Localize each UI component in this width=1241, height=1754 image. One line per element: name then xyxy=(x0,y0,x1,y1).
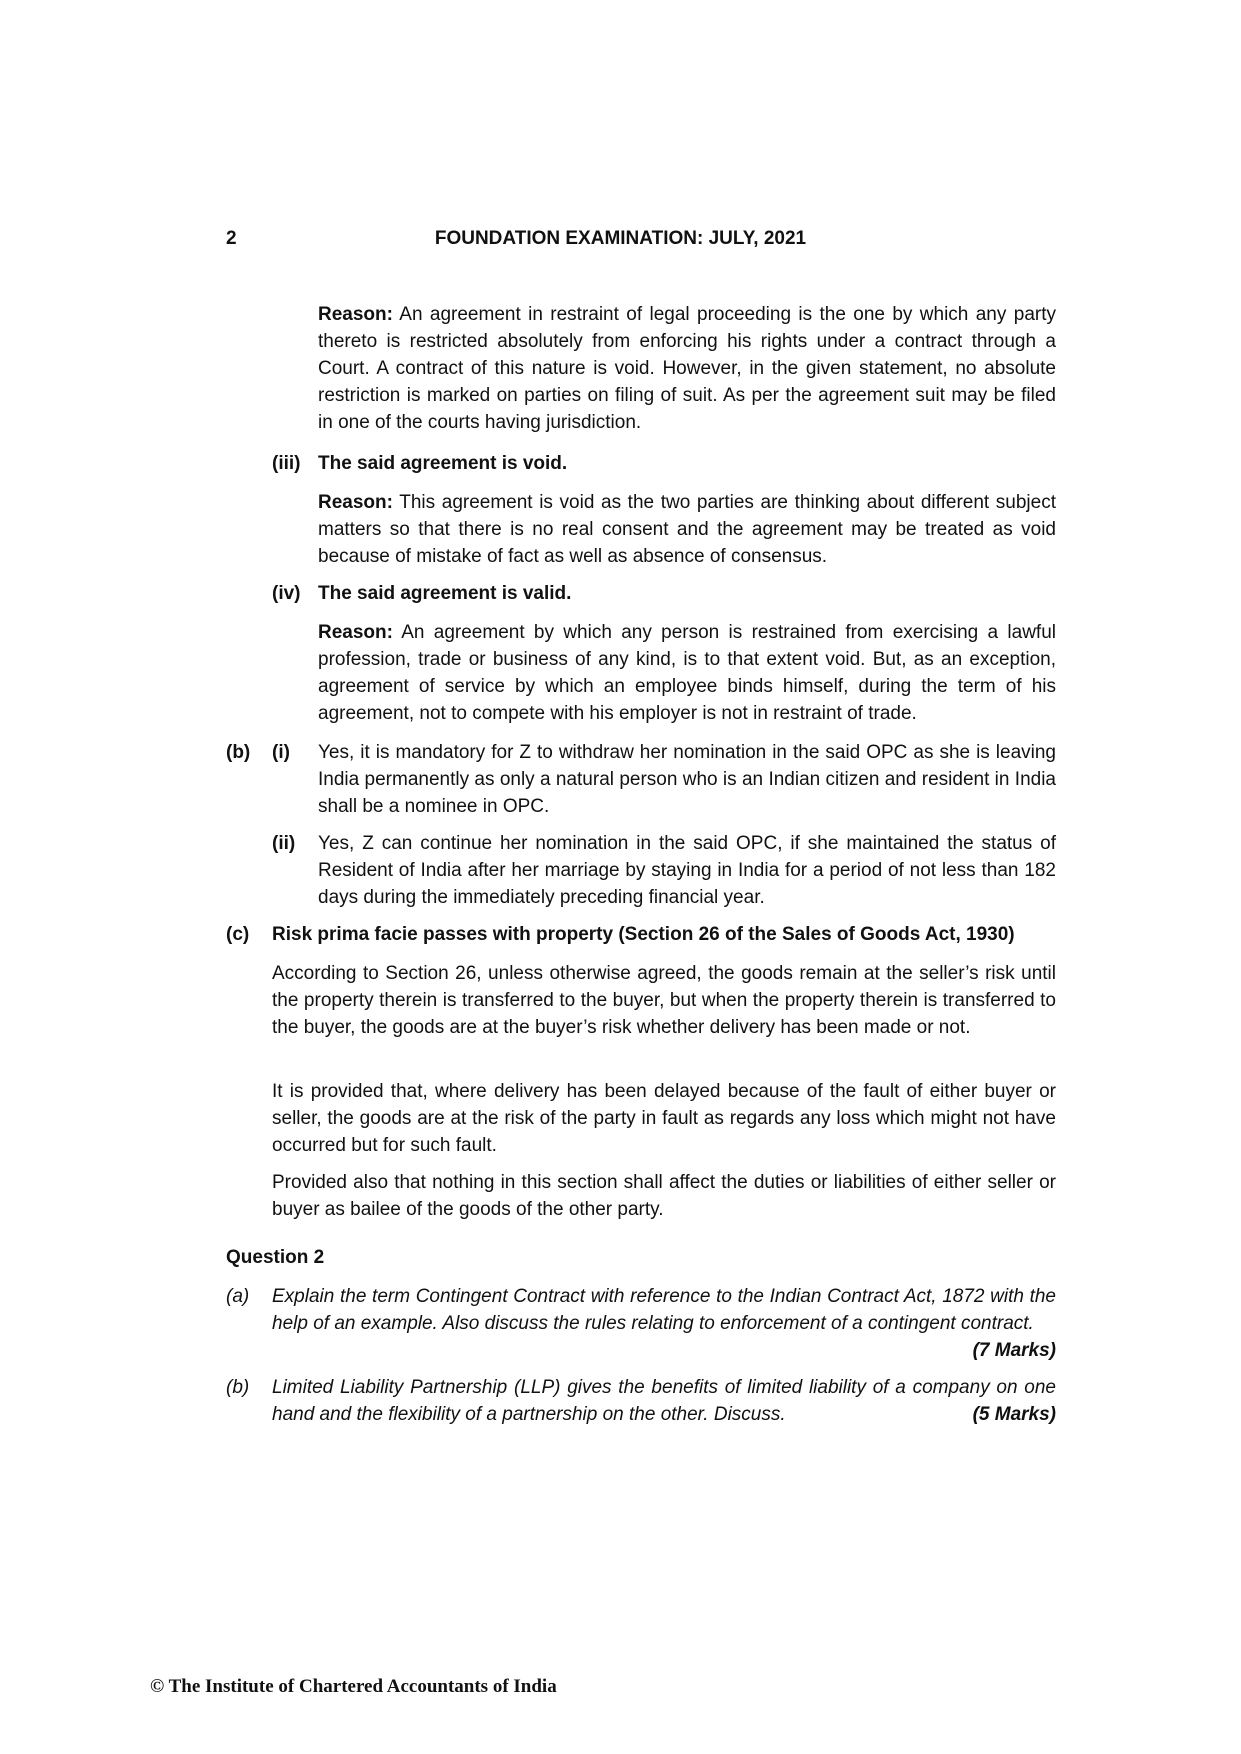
reason-text: An agreement in restraint of legal proceeding is the one by which any party thereto is restricted absolutely from enforcing his rights under a contract through a Court. A contract of this nature is void. However, in the given statement, no absolute restriction is marked on parties on filing of suit. As per the agreement suit may be filed in one of the courts having jurisdiction. xyxy=(318,304,1056,433)
item-number-b-ii: (ii) xyxy=(272,833,296,854)
answer-a-ii-reason xyxy=(318,301,1056,436)
answer-c-heading: Risk prima facie passes with property (Section 26 of the Sales of Goods Act, 1930) xyxy=(272,924,1015,945)
question-2-a-text xyxy=(272,1283,1056,1364)
reason-label: Reason: xyxy=(318,304,393,325)
answer-a-iv-heading: The said agreement is valid. xyxy=(318,583,572,604)
reason-text: This agreement is void as the two parties are thinking about different subject matters so that there is no real consent and the agreement may be treated as void because of mistake of fact as well as absence of consensus. xyxy=(318,492,1056,567)
reason-text: An agreement by which any person is restrained from exercising a lawful profession, trade or business of any kind, is to that extent void. But, as an exception, agreement of service by which an employee binds himself, during the term of his agreement, not to compete with his employer is not in restraint of trade. xyxy=(318,622,1056,724)
section-label-c: (c) xyxy=(226,924,250,945)
item-number-b-i: (i) xyxy=(272,742,290,763)
answer-a-iii-reason xyxy=(318,489,1056,570)
item-number-iv: (iv) xyxy=(272,583,301,604)
question-2-heading: Question 2 xyxy=(226,1247,325,1268)
question-2-b-label: (b) xyxy=(226,1377,250,1398)
question-2-a-label: (a) xyxy=(226,1286,250,1307)
footer-copyright: © The Institute of Chartered Accountants of India xyxy=(150,1676,557,1697)
reason-label: Reason: xyxy=(318,492,393,513)
marks-badge: (5 Marks) xyxy=(972,1404,1056,1425)
marks-badge: (7 Marks) xyxy=(972,1340,1056,1361)
answer-b-ii-text: Yes, Z can continue her nomination in the said OPC, if she maintained the status of Resident of India after her marriage by staying in India for a period of not less than 182 days during the immediately preceding financial year. xyxy=(318,833,1056,908)
page-number: 2 xyxy=(226,228,237,249)
answer-b-i-text: Yes, it is mandatory for Z to withdraw her nomination in the said OPC as she is leaving India permanently as only a natural person who is an Indian citizen and resident in India shall be a nominee in OPC. xyxy=(318,742,1056,817)
page-title: FOUNDATION EXAMINATION: JULY, 2021 xyxy=(434,228,807,249)
reason-label: Reason: xyxy=(318,622,393,643)
question-text: Limited Liability Partnership (LLP) gives the benefits of limited liability of a company on one hand and the flexibility of a partnership on the other. Discuss. xyxy=(272,1377,1056,1425)
answer-c-paragraph: It is provided that, where delivery has been delayed because of the fault of either buyer or seller, the goods are at the risk of the party in fault as regards any loss which might not have occurred but for such fault. xyxy=(272,1081,1056,1156)
answer-a-iii-heading: The said agreement is void. xyxy=(318,453,568,474)
question-text: Explain the term Contingent Contract with reference to the Indian Contract Act, 1872 with the help of an example. Also discuss the rules relating to enforcement of a contingent contract. xyxy=(272,1286,1056,1334)
question-2-b-text xyxy=(272,1374,1056,1428)
answer-a-iv-reason xyxy=(318,619,1056,727)
answer-c-paragraph: According to Section 26, unless otherwise agreed, the goods remain at the seller’s risk until the property therein is transferred to the buyer, but when the property therein is transferred to the buyer, the goods are at the buyer’s risk whether delivery has been made or not. xyxy=(272,963,1056,1038)
section-label-b: (b) xyxy=(226,742,251,763)
answer-c-paragraph: Provided also that nothing in this section shall affect the duties or liabilities of either seller or buyer as bailee of the goods of the other party. xyxy=(272,1172,1056,1220)
item-number-iii: (iii) xyxy=(272,453,301,474)
